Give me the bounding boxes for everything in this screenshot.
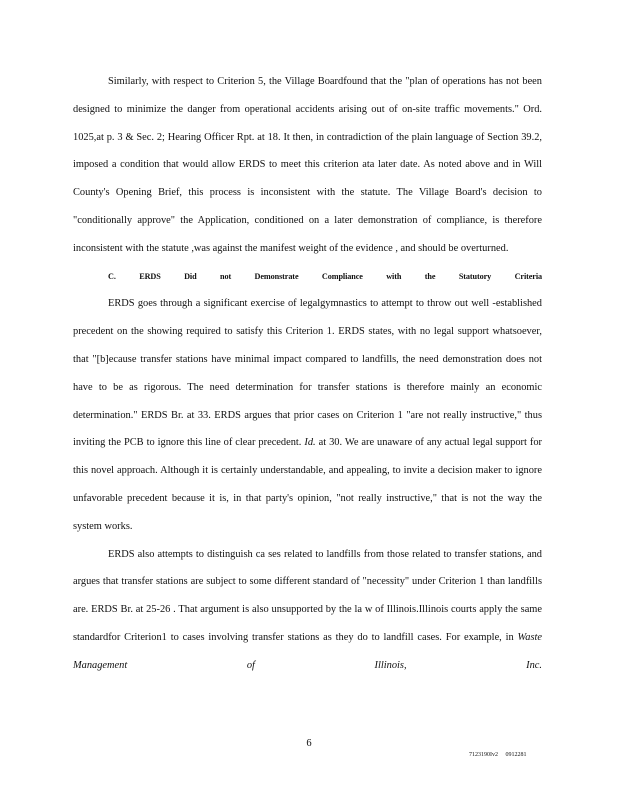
section-heading: C. ERDS Did not Demonstrate Compliance with the Statutory Criteria	[108, 271, 542, 281]
citation-id: Id.	[304, 437, 316, 449]
page-number: 6	[306, 738, 312, 749]
paragraph-text: ERDS also attempts to distinguish ca ses related to landfills from those related to transfer stations, and argues that transfer stations are subject to some different standard of "necessity" under Criterion 1 than landfills are. ERDS Br. at 25-26 . That argument is also unsupported by the la w of Illinois.Illinois courts apply the same standardfor Criterion1 to cases involving transfer stations as they do to landfill cases. For example, in	[73, 548, 542, 643]
paragraph-text: ERDS goes through a significant exercise of legalgymnastics to attempt to throw out well -established precedent on the showing required to satisfy this Criterion 1. ERDS states, with no legal support whatsoever, that "[b]ecause transfer stations have minimal impact compared to landfills, the need demonstration does not have to be as rigorous. The need determination for transfer stations is therefore mainly an economic determination." ERDS Br. at 33. ERDS argues that prior cases on Criterion 1 "are not really instructive," thus inviting the PCB to ignore this line of clear precedent.	[73, 298, 542, 449]
paragraph-erds-distinguish	[73, 541, 542, 680]
paragraph-criterion-5: Similarly, with respect to Criterion 5, the Village Boardfound that the "plan of operations has not been designed to minimize the danger from operational accidents arising out of on-site traffic movements." Ord. 1025,at p. 3 & Sec. 2; Hearing Officer Rpt. at 18. It then, in contradiction of the plain language of Section 39.2, imposed a condition that would allow ERDS to meet this criterion ata later date. As noted above and in Will County's Opening Brief, this process is inconsistent with the statute. The Village Board's decision to "conditionally approve" the Application, conditioned on a later demonstration of compliance, is therefore inconsistent with the statute ,was against the manifest weight of the evidence , and should be overturned.	[73, 76, 542, 254]
paragraph-text-tail: at 30. We are unaware of any actual legal support for this novel approach. Although it is certainly understandable, and appealing, to invite a decision maker to ignore unfavorable precedent because it is, in that party's opinion, "not really instructive," that is not the way the system works.	[73, 437, 542, 532]
body-text	[73, 68, 542, 680]
document-id: 7123190Iv2 0912281	[469, 752, 527, 758]
paragraph-erds-gymnastics	[73, 290, 542, 540]
case-name: Waste Management of Illinois, Inc.	[73, 631, 542, 671]
